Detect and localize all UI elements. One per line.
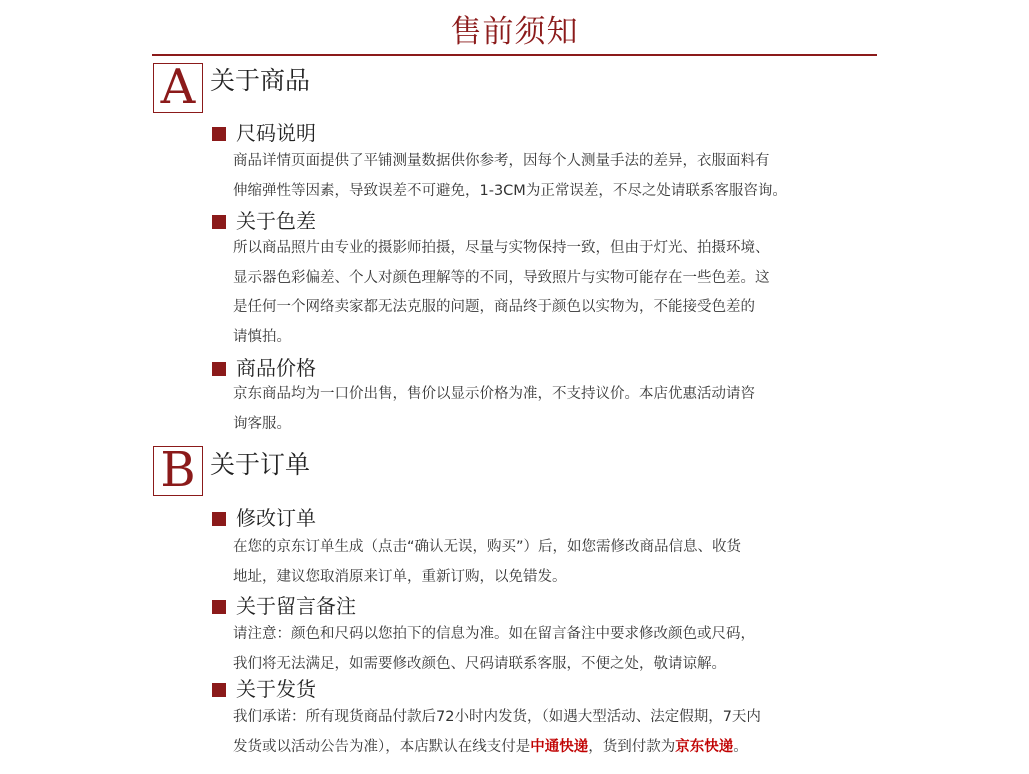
square-bullet-icon (212, 215, 226, 229)
subsection-price-label: 商品价格 (236, 356, 316, 380)
paragraph-line (233, 733, 873, 763)
courier-online-highlight: 中通快递 (530, 738, 589, 755)
paragraph-line: 显示器色彩偏差、个人对颜色理解等的不同，导致照片与实物可能存在一些色差。这 (233, 269, 770, 286)
subsection-shipping-text (233, 703, 873, 762)
square-bullet-icon (212, 683, 226, 697)
courier-cod-highlight: 京东快递 (675, 738, 734, 755)
section-a-title: 关于商品 (210, 66, 311, 95)
shipping-line-middle: ，货到付款为 (588, 738, 676, 755)
square-bullet-icon (212, 512, 226, 526)
paragraph-line: 请慎拍。 (233, 328, 291, 345)
subsection-price-text (233, 380, 873, 439)
subsection-size-label: 尺码说明 (236, 121, 316, 145)
paragraph-line: 地址，建议您取消原来订单，重新订购，以免错发。 (233, 568, 567, 585)
shipping-line-suffix: 。 (733, 738, 748, 755)
paragraph-line: 在您的京东订单生成（点击“确认无误，购买”）后，如您需修改商品信息、收货 (233, 539, 742, 555)
subsection-notes-label: 关于留言备注 (236, 594, 356, 618)
paragraph-line: 我们承诺：所有现货商品付款后72小时内发货，（如遇大型活动、法定假期，7天内 (233, 709, 761, 725)
shipping-line-prefix: 发货或以活动公告为准），本店默认在线支付是 (233, 738, 531, 755)
square-bullet-icon (212, 600, 226, 614)
square-bullet-icon (212, 127, 226, 141)
square-bullet-icon (212, 362, 226, 376)
subsection-color-label: 关于色差 (236, 209, 316, 233)
subsection-modify-order-label: 修改订单 (236, 506, 316, 530)
subsection-shipping-label: 关于发货 (236, 677, 316, 701)
paragraph-line: 商品详情页面提供了平铺测量数据供你参考，因每个人测量手法的差异，衣服面料有 (233, 153, 770, 169)
title-divider (152, 54, 877, 56)
subsection-modify-order-text (233, 533, 873, 592)
section-a-letter-box: A (153, 63, 203, 113)
subsection-size-text (233, 147, 873, 206)
paragraph-line: 是任何一个网络卖家都无法克服的问题，商品终于颜色以实物为，不能接受色差的 (233, 299, 755, 315)
paragraph-line: 京东商品均为一口价出售，售价以显示价格为准，不支持议价。本店优惠活动请咨 (233, 386, 755, 402)
paragraph-line: 所以商品照片由专业的摄影师拍摄，尽量与实物保持一致，但由于灯光、拍摄环境、 (233, 240, 770, 256)
paragraph-line: 询客服。 (233, 415, 291, 432)
subsection-color-text (233, 234, 873, 352)
page-title: 售前须知 (450, 14, 579, 50)
paragraph-line: 我们将无法满足，如需要修改颜色、尺码请联系客服，不便之处，敬请谅解。 (233, 655, 726, 672)
subsection-notes-text (233, 620, 873, 679)
section-b-letter-box: B (153, 446, 203, 496)
paragraph-line: 伸缩弹性等因素，导致误差不可避免，1-3CM为正常误差，不尽之处请联系客服咨询。 (233, 182, 787, 199)
section-b-title: 关于订单 (210, 450, 311, 479)
paragraph-line: 请注意：颜色和尺码以您拍下的信息为准。如在留言备注中要求修改颜色或尺码， (233, 626, 755, 642)
